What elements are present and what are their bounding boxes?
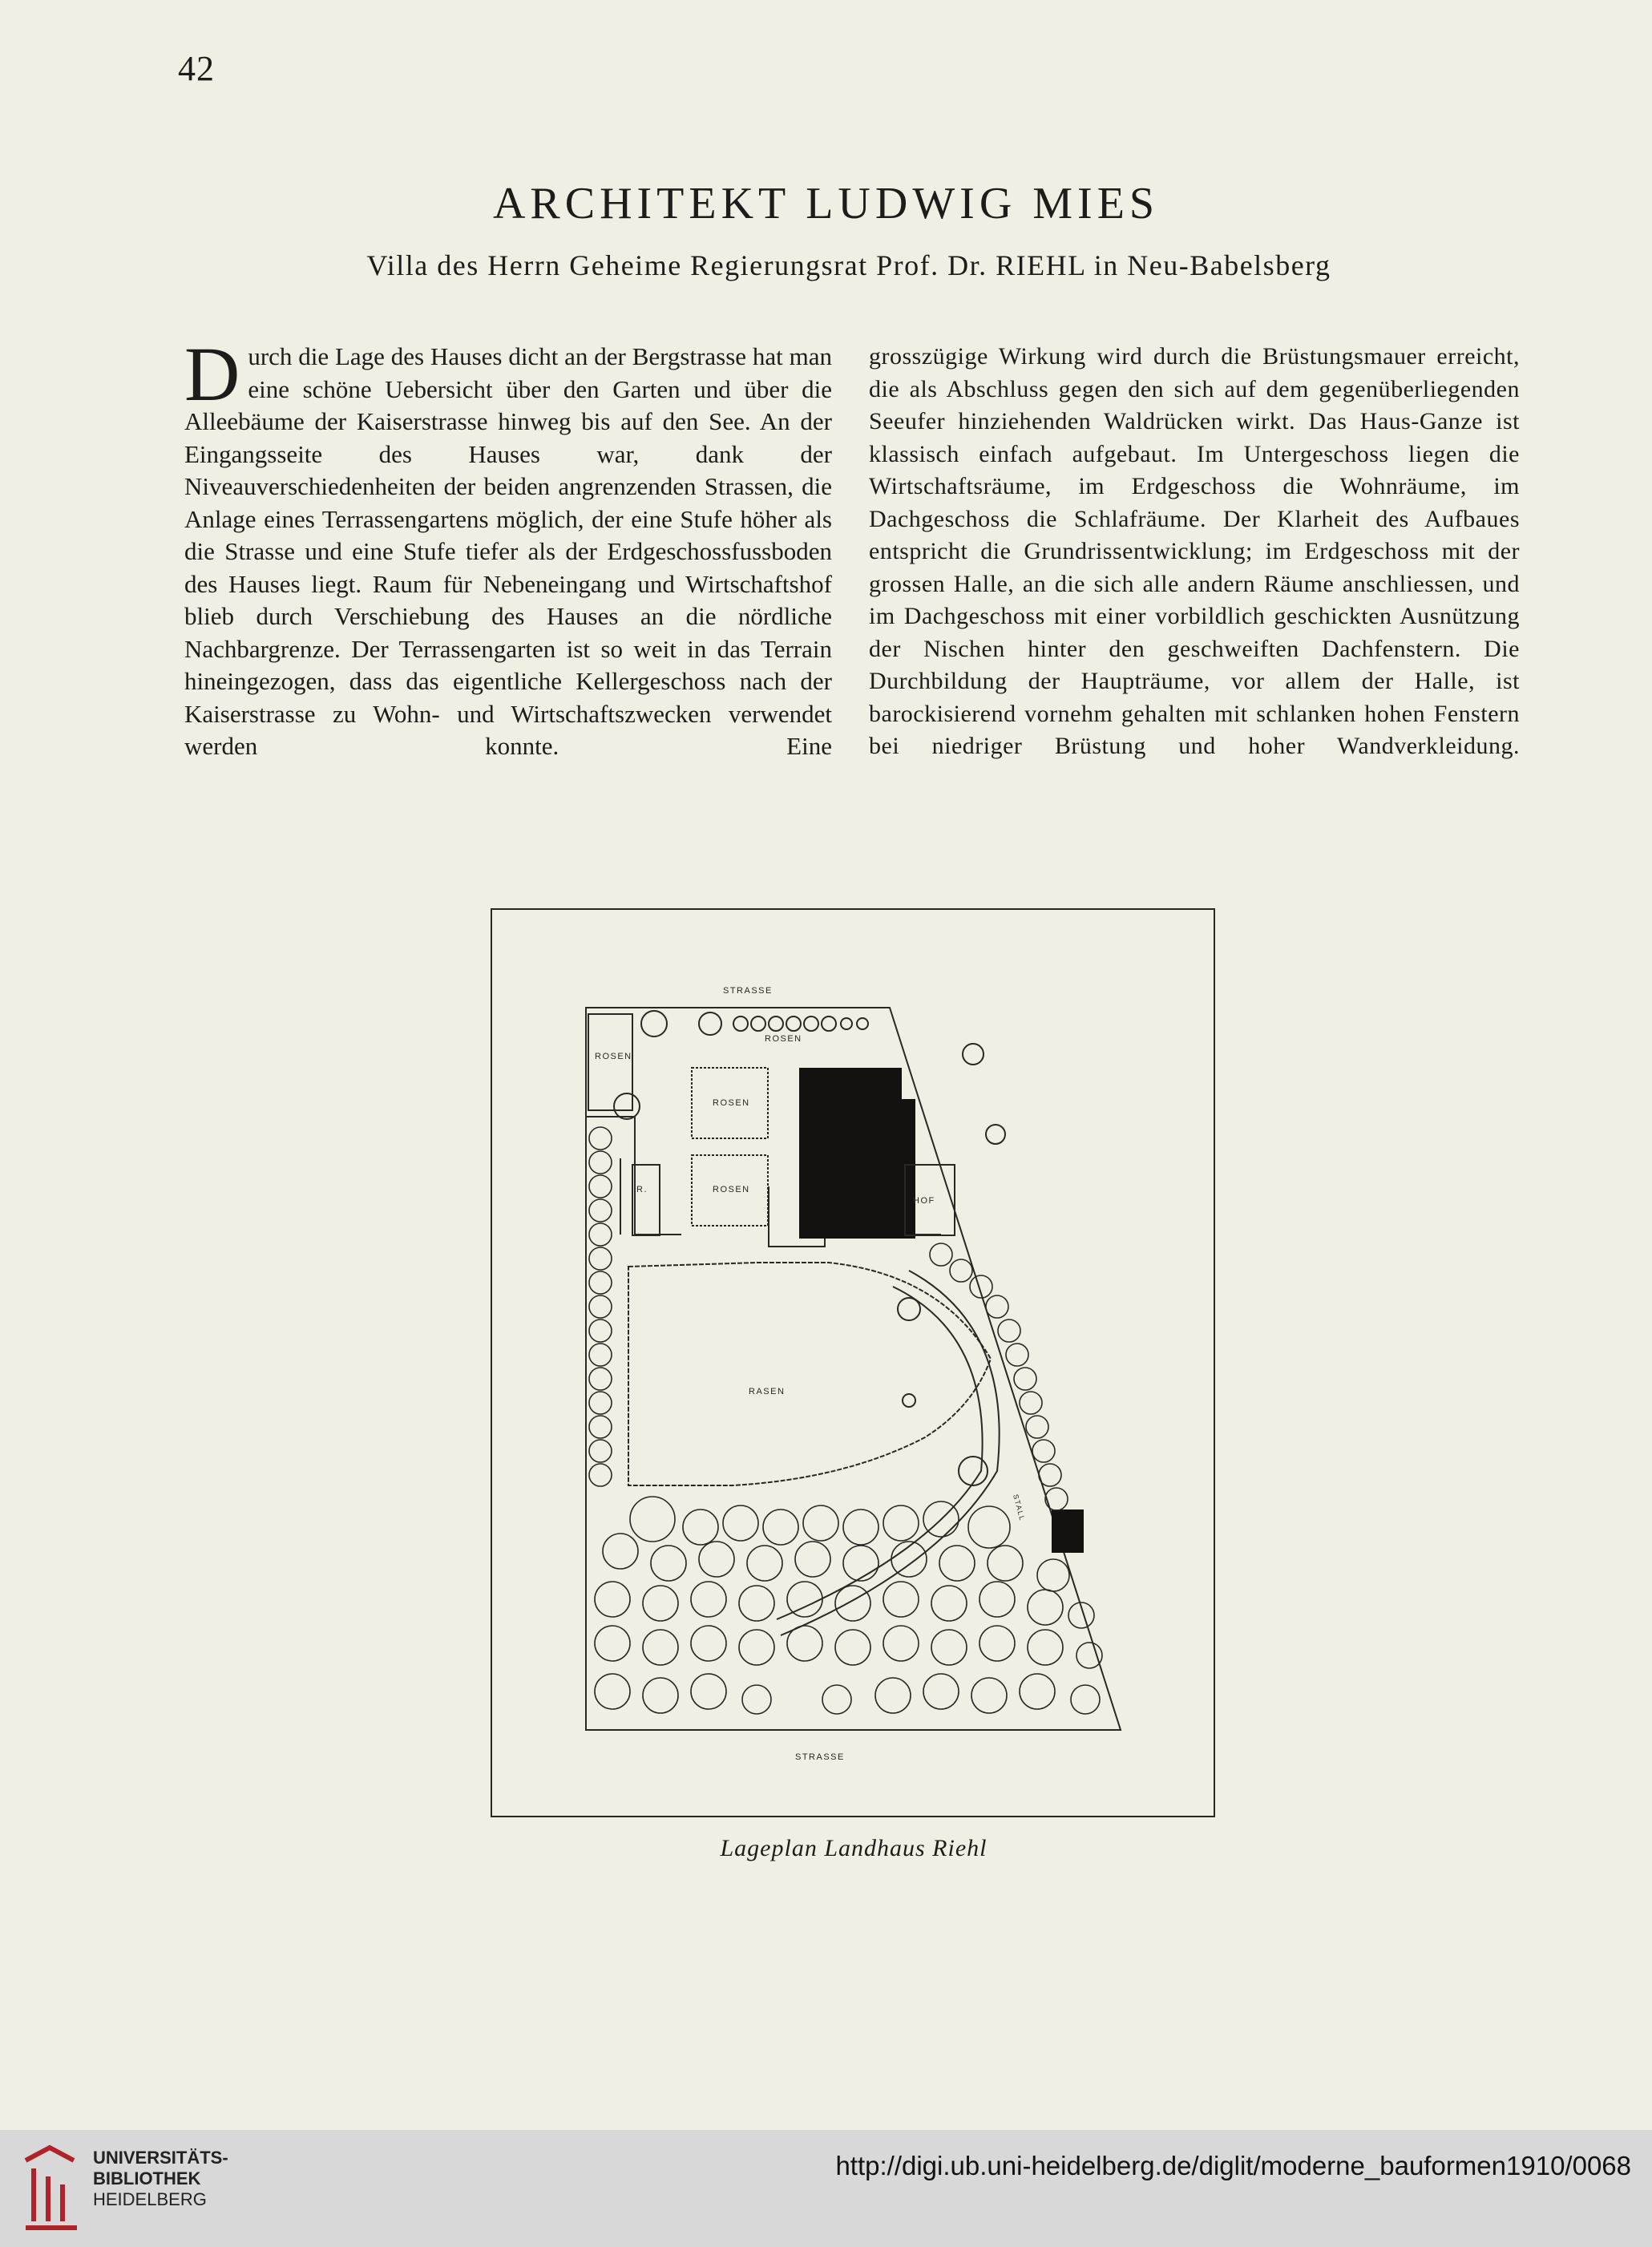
r-bed [632,1165,660,1235]
site-plan-figure [491,908,1215,1817]
label-rosen-left: ROSEN [595,1052,632,1061]
body-text-right: grosszügige Wirkung wird durch die Brüstungsmauer erreicht, die als Abschluss gegen den sich auf dem gegenüberliegenden Seeufer hinziehenden Waldrücken wirkt. Das Haus-Ganze ist klassisch einfach aufgebaut. Im Untergeschoss liegen die Wirtschaftsräume, im Erdgeschoss die Wohnräume, im Dachgeschoss die Schlafräume. Der Klarheit des Aufbaues entspricht die Grundrissentwicklung; im Erdgeschoss mit der grossen Halle, an die sich alle andern Räume anschliessen, und im Dachgeschoss mit einer vorbildlich geschickten Ausnützung der Nischen hinter den geschweiften Dachfenstern. Die Durchbildung der Haupträume, vor allem der Halle, ist barockisierend vornehm gehalten mit schlanken hohen Fenstern bei niedriger Brüstung und hoher Wandverkleidung. [869,343,1520,759]
footer-bar [0,2130,1652,2247]
drop-cap: D [184,331,240,417]
site-plan-drawing [492,910,1217,1819]
university-library-logo-icon [18,2144,85,2233]
lawn-area [628,1263,991,1485]
library-name-line2: BIBLIOTHEK [93,2168,201,2188]
label-r: R. [636,1185,648,1194]
figure-caption: Lageplan Landhaus Riehl [720,1835,988,1861]
text-column-left [184,331,832,763]
text-column-right [869,341,1520,763]
article-subtitle: Villa des Herrn Geheime Regierungsrat Prof. Dr. RIEHL in Neu-Babelsberg [366,249,1331,281]
page-number: 42 [178,49,215,88]
label-rasen: RASEN [749,1387,786,1396]
label-rosen-2: ROSEN [713,1185,750,1194]
article-title: ARCHITEKT LUDWIG MIES [492,179,1160,228]
label-hof: HOF [913,1196,935,1206]
label-strasse-top: STRASSE [723,986,773,996]
library-name-line3: HEIDELBERG [93,2189,207,2209]
stable-building [1052,1509,1084,1553]
label-strasse-bottom: STRASSE [795,1752,845,1762]
label-rosen-top: ROSEN [765,1034,802,1044]
body-text-left: urch die Lage des Hauses dicht an der Bergstrasse hat man eine schöne Uebersicht über den Garten und über die Alleebäume der Kaiserstrasse hinweg bis auf den See. An der Eingangsseite des Hauses war, dank der Niveauverschiedenheiten der beiden angrenzenden Strassen, die Anlage eines Terrassengartens möglich, der eine Stufe höher als die Strasse und eine Stufe tiefer als der Erdgeschossfussboden des Hauses liegt. Raum für Nebeneingang und Wirtschaftshof blieb durch Verschiebung des Hauses an die nördliche Nachbargrenze. Der Terrassengarten ist so weit in das Terrain hineingezogen, dass das eigentliche Kellergeschoss nach der Kaiserstrasse zu Wohn- und Wirtschaftszwecken verwendet werden konnte. Eine [184,342,832,760]
label-rosen-1: ROSEN [713,1098,750,1108]
label-side: STALL [1012,1493,1027,1522]
rose-bed-left [588,1014,632,1110]
house-footprint [799,1068,902,1239]
source-url-link[interactable]: http://digi.ub.uni-heidelberg.de/diglit/moderne_bauformen1910/0068 [835,2151,1631,2180]
library-name-line1: UNIVERSITÄTS- [93,2148,228,2168]
library-name [93,2148,228,2210]
